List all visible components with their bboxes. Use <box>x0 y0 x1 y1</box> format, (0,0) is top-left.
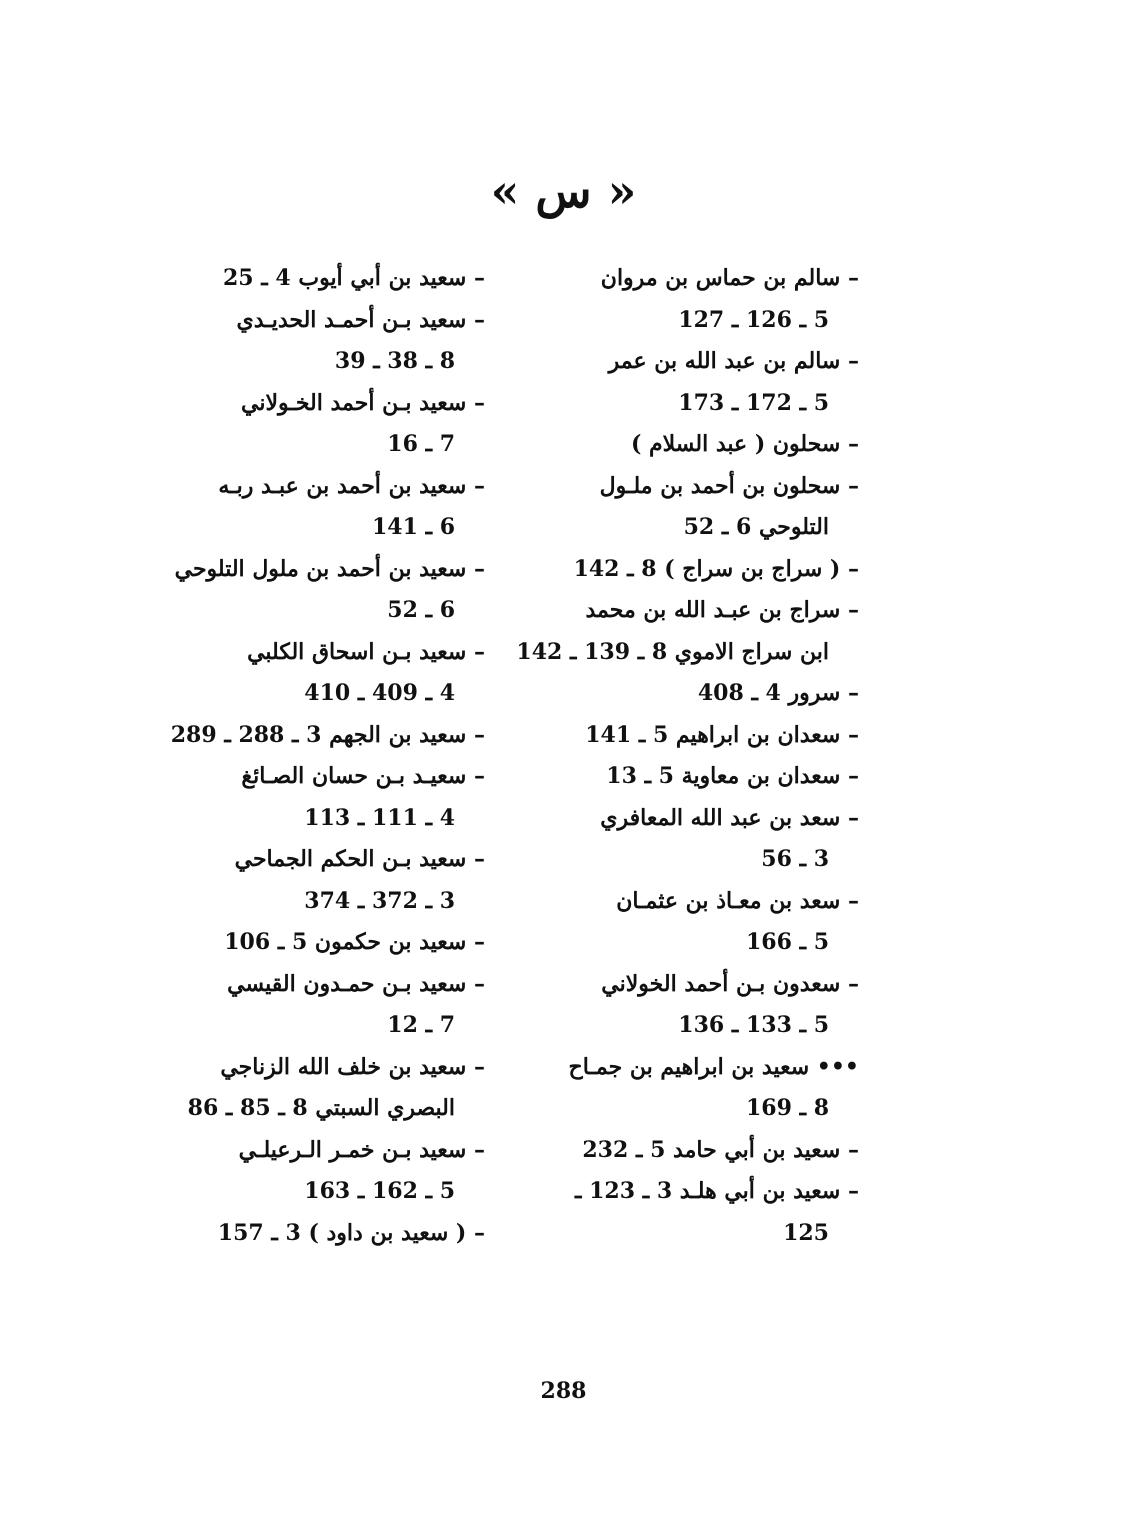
index-entry-name: – سعيد بـن خمـر الـرعيلـي <box>238 1136 485 1163</box>
index-entry <box>145 466 485 549</box>
index-entry-name: – ( سراج بن سراج ) 8 ـ 142 <box>573 555 859 582</box>
index-entry-continuation: 5 ـ 172 ـ 173 <box>678 389 829 416</box>
index-entry <box>519 466 859 549</box>
index-entry-continuation: 3 ـ 372 ـ 374 <box>304 887 455 914</box>
section-letter-heading: « س » <box>490 164 637 218</box>
index-entry-name: – سعيد بـن حمـدون القيسي <box>227 970 485 997</box>
index-entry-continuation: 8 ـ 169 <box>745 1095 829 1121</box>
index-entry-continuation: التلوحي 6 ـ 52 <box>683 514 829 540</box>
index-entry <box>519 341 859 424</box>
index-entry-continuation: 7 ـ 12 <box>387 1012 455 1038</box>
index-entry <box>145 715 485 757</box>
index-entry-continuation: 125 <box>783 1219 829 1246</box>
index-entry <box>519 756 859 798</box>
index-entry-name: – سالم بن حماس بن مروان <box>600 265 859 291</box>
index-entry <box>519 798 859 881</box>
index-entry-name: ••• سعيد بن ابراهيم بن جمـاح <box>568 1053 859 1080</box>
index-entry <box>519 1171 859 1254</box>
index-entry-continuation: البصري السبتي 8 ـ 85 ـ 86 <box>187 1095 455 1121</box>
index-entry-name: – ( سعيد بن داود ) 3 ـ 157 <box>217 1219 485 1246</box>
right-index-column <box>516 258 859 1254</box>
index-entry-name: – سرور 4 ـ 408 <box>697 680 859 706</box>
index-entry-name: – سراج بن عبـد الله بن محمد <box>585 597 859 623</box>
left-index-column <box>145 258 485 1254</box>
index-entry <box>145 1047 485 1130</box>
index-entry-name: – سعد بن عبد الله المعافري <box>600 804 859 831</box>
index-entry <box>519 673 859 715</box>
index-entry <box>519 715 859 757</box>
index-entry-name: – سعدون بـن أحمد الخولاني <box>601 970 859 997</box>
index-entry <box>145 1130 485 1213</box>
index-entry-name: – سعد بن معـاذ بن عثمـان <box>616 887 859 914</box>
index-entry-name: – سعيد بن أبي حامد 5 ـ 232 <box>582 1136 859 1163</box>
index-entry <box>519 881 859 964</box>
index-entry-name: – سعيد بـن أحمـد الحديـدي <box>236 306 485 333</box>
index-entry-name: – سعيد بن أحمد بن عبـد ربـه <box>218 472 485 499</box>
index-entry-continuation: 5 ـ 126 ـ 127 <box>678 306 829 333</box>
index-entry-name: – سعيـد بـن حسان الصـائغ <box>241 763 485 789</box>
index-entry <box>519 258 859 341</box>
index-entry <box>519 549 859 591</box>
index-entry-continuation: 6 ـ 52 <box>387 597 455 623</box>
index-entry-continuation: 5 ـ 133 ـ 136 <box>678 1012 829 1038</box>
index-entry-name: – سعيد بن أبي هلـد 3 ـ 123 ـ <box>575 1178 859 1204</box>
index-entry-name: – سعيد بـن أحمد الخـولاني <box>241 389 485 416</box>
index-entry-continuation: 6 ـ 141 <box>371 514 455 540</box>
index-entry <box>145 549 485 632</box>
index-entry-name: – سعيد بن خلف الله الزناجي <box>220 1053 485 1080</box>
index-entry <box>519 964 859 1047</box>
index-entry-continuation: 4 ـ 409 ـ 410 <box>304 680 455 706</box>
index-entry-name: – سالم بن عبد الله بن عمر <box>608 348 859 374</box>
index-entry-name: – سحلون ( عبد السلام ) <box>630 431 859 457</box>
index-entry-name: – سعيد بن أحمد بن ملول التلوحي <box>174 555 485 582</box>
index-entry <box>145 258 485 300</box>
index-entry <box>145 383 485 466</box>
index-entry <box>145 756 485 839</box>
index-entry-name: – سعدان بن معاوية 5 ـ 13 <box>606 763 859 789</box>
index-entry <box>145 632 485 715</box>
index-entry <box>145 964 485 1047</box>
index-entry-continuation: 8 ـ 38 ـ 39 <box>334 348 455 374</box>
index-entry-continuation: 3 ـ 56 <box>761 846 829 872</box>
index-entry <box>145 300 485 383</box>
index-entry-continuation: 5 ـ 166 <box>745 929 829 955</box>
page-number: 288 <box>540 1378 587 1404</box>
index-entry-name: – سعيد بن أبي أيوب 4 ـ 25 <box>223 265 485 291</box>
index-entry <box>145 922 485 964</box>
index-entry-continuation: 4 ـ 111 ـ 113 <box>304 804 455 831</box>
index-entry-name: – سعدان بن ابراهيم 5 ـ 141 <box>585 721 859 748</box>
index-entry-name: – سعيد بـن اسحاق الكلبي <box>247 638 485 665</box>
index-entry-continuation: 7 ـ 16 <box>387 431 455 457</box>
index-entry-name: – سعيد بن الجهم 3 ـ 288 ـ 289 <box>170 721 485 748</box>
index-entry-continuation: 5 ـ 162 ـ 163 <box>304 1178 455 1204</box>
index-entry <box>145 839 485 922</box>
index-entry-name: – سعيد بن حكمون 5 ـ 106 <box>224 929 485 955</box>
index-entry <box>145 1213 485 1255</box>
index-entry-name: – سحلون بن أحمد بن ملـول <box>599 472 859 499</box>
index-entry-name: – سعيد بـن الحكم الجماحي <box>234 846 485 872</box>
index-entry <box>516 590 859 673</box>
index-entry <box>519 424 859 466</box>
index-entry <box>519 1047 859 1130</box>
index-entry-continuation: ابن سراج الاموي 8 ـ 139 ـ 142 <box>516 638 829 665</box>
index-entry <box>519 1130 859 1172</box>
